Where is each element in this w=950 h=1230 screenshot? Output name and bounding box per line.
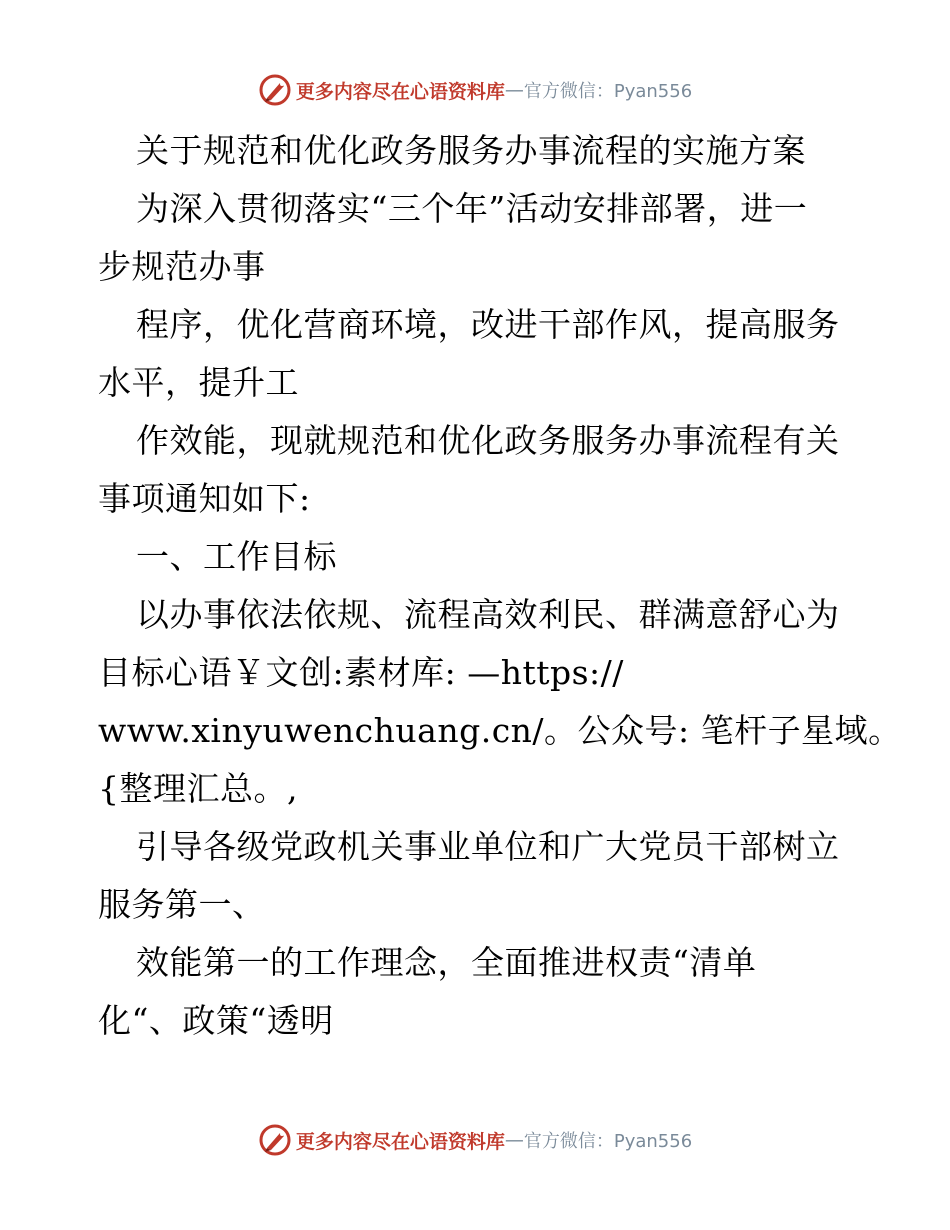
pen-seal-icon bbox=[258, 73, 292, 107]
paragraph-line: 为深入贯彻落实“三个年”活动安排部署，进一 bbox=[136, 189, 808, 228]
paragraph-line: 目标心语￥文创:素材库: —https:// bbox=[98, 653, 624, 692]
paragraph-line: www.xinyuwenchuang.cn/。公众号: 笔杆子星域。 bbox=[98, 711, 902, 750]
paragraph-line: 作效能，现就规范和优化政务服务办事流程有关 bbox=[136, 421, 840, 460]
paragraph-line: 事项通知如下: bbox=[98, 479, 311, 518]
paragraph-line: 步规范办事 bbox=[98, 247, 266, 286]
paragraph-line: 效能第一的工作理念，全面推进权责“清单 bbox=[136, 943, 757, 982]
watermark-wechat-text: 官方微信：Pyan556 bbox=[523, 1131, 693, 1152]
doc-title: 关于规范和优化政务服务办事流程的实施方案 bbox=[136, 131, 806, 170]
watermark-dash: — bbox=[504, 79, 524, 101]
watermark-site-text: 更多内容尽在心语资料库 bbox=[295, 80, 505, 103]
watermark-wechat-text: 官方微信：Pyan556 bbox=[523, 81, 693, 102]
watermark-site-text: 更多内容尽在心语资料库 bbox=[295, 1130, 505, 1153]
paragraph-line: 程序，优化营商环境，改进干部作风，提高服务 bbox=[136, 305, 840, 344]
paragraph-line: 服务第一、 bbox=[98, 885, 266, 924]
header-watermark bbox=[0, 70, 950, 110]
watermark-dash: — bbox=[504, 1129, 524, 1151]
document-body bbox=[98, 122, 902, 1050]
footer-watermark bbox=[0, 1120, 950, 1160]
paragraph-line: 水平，提升工 bbox=[98, 363, 299, 402]
paragraph-line: 以办事依法依规、流程高效利民、群满意舒心为 bbox=[136, 595, 840, 634]
paragraph-line: 引导各级党政机关事业单位和广大党员干部树立 bbox=[136, 827, 840, 866]
section-heading: 一、工作目标 bbox=[136, 537, 337, 576]
paragraph-line: {整理汇总。, bbox=[98, 769, 298, 808]
pen-seal-icon bbox=[258, 1123, 292, 1157]
paragraph-line: 化“、政策“透明 bbox=[98, 1001, 334, 1040]
